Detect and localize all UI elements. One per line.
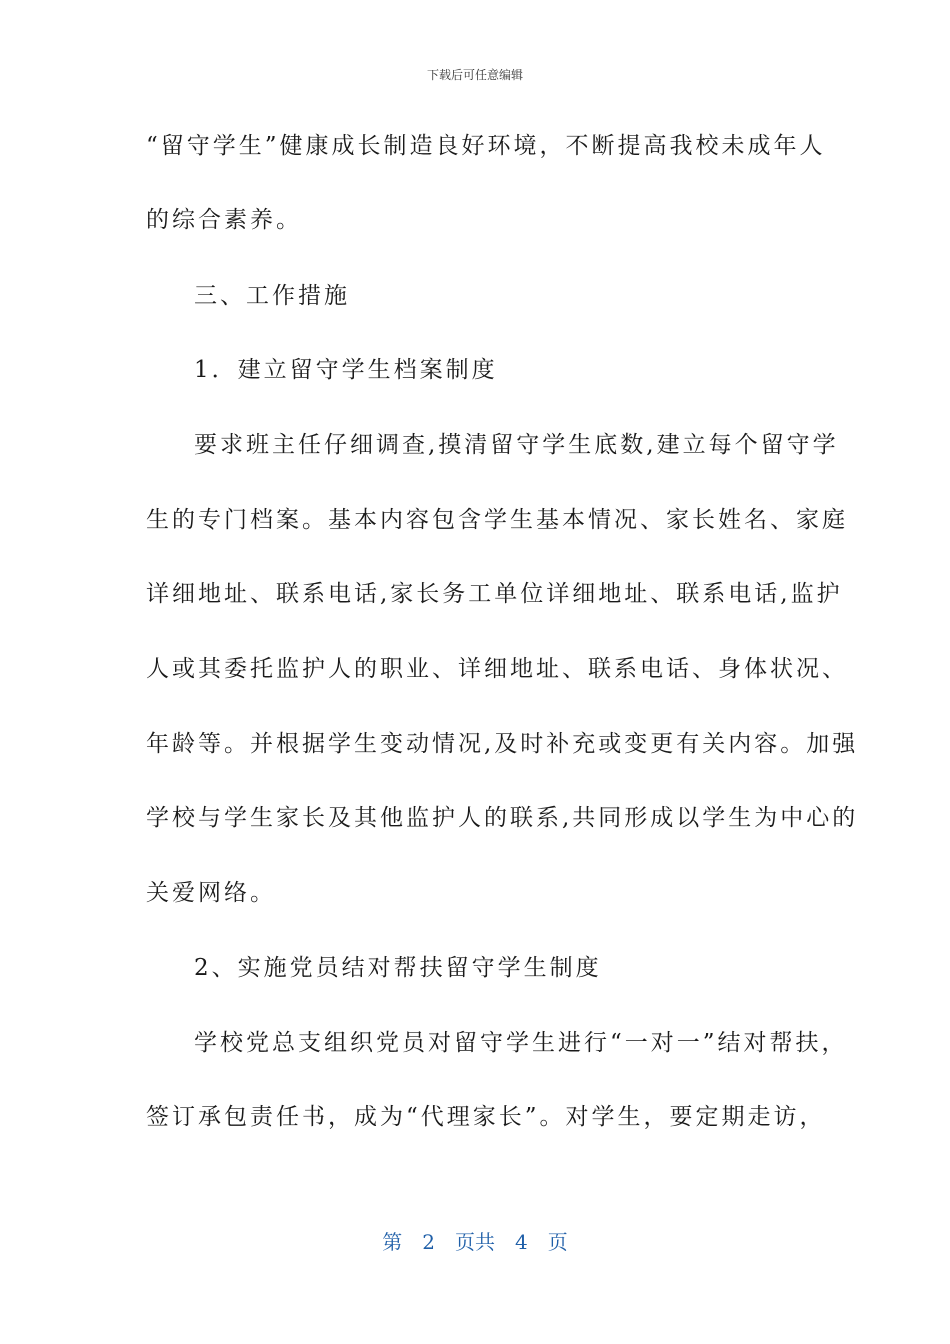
footer-prefix: 第: [382, 1230, 403, 1254]
body-line: 学校党总支组织党员对留守学生进行“一对一”结对帮扶，: [194, 1030, 848, 1056]
footer-middle: 页共: [455, 1230, 495, 1254]
section-heading: 三、工作措施: [194, 283, 350, 309]
body-line: 详细地址、联系电话,家长务工单位详细地址、联系电话,监护: [146, 581, 843, 607]
page-footer: [0, 1226, 950, 1255]
body-line: 生的专门档案。基本内容包含学生基本情况、家长姓名、家庭: [146, 507, 848, 533]
body-line: 的综合素养。: [146, 207, 302, 233]
body-line: “留守学生”健康成长制造良好环境，不断提高我校未成年人: [146, 133, 826, 159]
footer-suffix: 页: [547, 1230, 568, 1254]
body-line: 签订承包责任书，成为“代理家长”。对学生，要定期走访，: [146, 1104, 826, 1130]
page-header: 下载后可任意编辑: [426, 68, 523, 82]
footer-total-pages: 4: [515, 1230, 528, 1254]
body-line: 人或其委托监护人的职业、详细地址、联系电话、身体状况、: [146, 656, 848, 682]
body-line: 年龄等。并根据学生变动情况,及时补充或变更有关内容。加强: [146, 731, 859, 757]
body-line: 要求班主任仔细调查,摸清留守学生底数,建立每个留守学: [194, 432, 839, 458]
subsection-heading: 2、实施党员结对帮扶留守学生制度: [194, 955, 602, 981]
footer-page-number: 2: [422, 1230, 435, 1254]
subsection-heading: 1．建立留守学生档案制度: [194, 357, 498, 383]
body-line: 学校与学生家长及其他监护人的联系,共同形成以学生为中心的: [146, 805, 859, 831]
body-line: 关爱网络。: [146, 880, 276, 906]
